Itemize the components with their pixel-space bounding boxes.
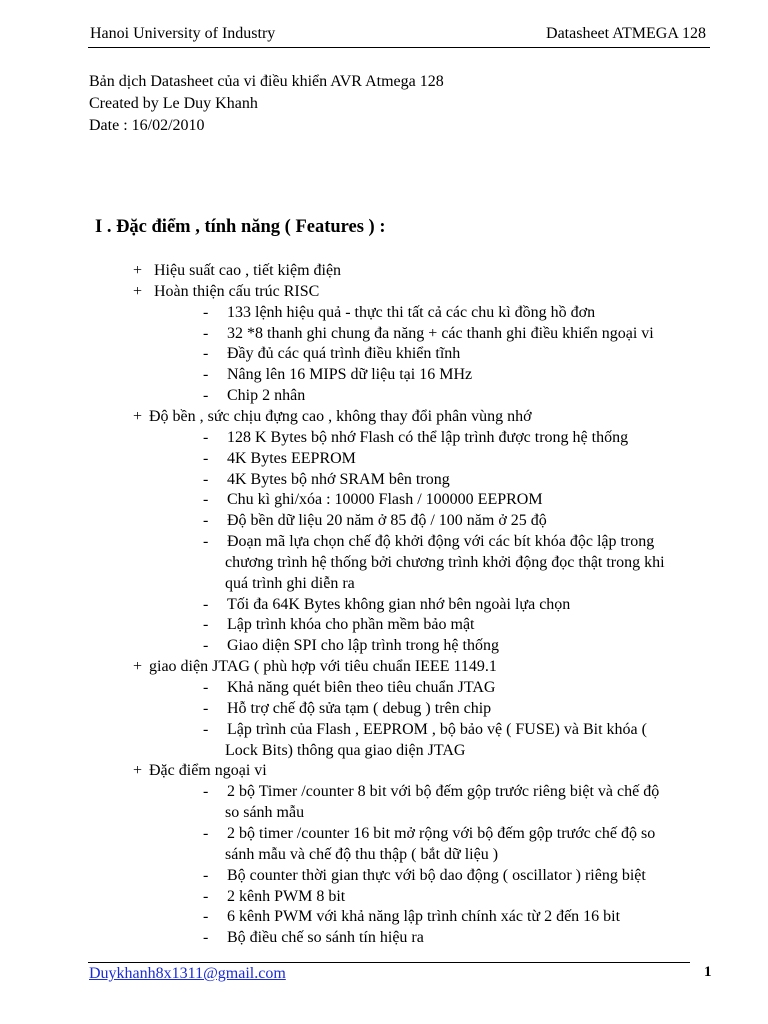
list-item: Đặc điểm ngoại vi <box>149 762 267 779</box>
list-bullet-dash: - <box>203 867 209 884</box>
list-bullet-dash: - <box>203 700 209 717</box>
list-item: Hoàn thiện cấu trúc RISC <box>154 283 320 300</box>
list-bullet-dash: - <box>203 533 209 550</box>
list-bullet-dash: - <box>203 325 209 342</box>
list-bullet-dash: - <box>203 596 209 613</box>
list-bullet-dash: - <box>203 345 209 362</box>
page-number: 1 <box>704 964 712 980</box>
list-item-continuation: sánh mẫu và chế độ thu thập ( bắt dữ liệu ) <box>225 846 499 863</box>
list-bullet-plus: + <box>133 762 143 779</box>
list-bullet-dash: - <box>203 908 209 925</box>
list-bullet-plus: + <box>133 283 143 300</box>
list-item: Chip 2 nhân <box>227 387 306 404</box>
list-item: 2 kênh PWM 8 bit <box>227 888 346 905</box>
list-item: 6 kênh PWM với khả năng lập trình chính xác từ 2 đến 16 bit <box>227 908 621 925</box>
list-bullet-plus: + <box>133 262 143 279</box>
meta-date: Date : 16/02/2010 <box>89 117 205 134</box>
list-item-continuation: so sánh mẫu <box>225 804 305 821</box>
list-bullet-dash: - <box>203 929 209 946</box>
list-item: 32 *8 thanh ghi chung đa năng + các thanh ghi điều khiển ngoại vi <box>227 325 654 342</box>
list-bullet-dash: - <box>203 888 209 905</box>
page-header <box>88 23 710 48</box>
list-item: Hiệu suất cao , tiết kiệm điện <box>154 262 342 279</box>
meta-author: Created by Le Duy Khanh <box>89 95 258 112</box>
list-item: Lập trình của Flash , EEPROM , bộ bảo vệ ( FUSE) và Bit khóa ( <box>227 721 647 738</box>
list-item: Lập trình khóa cho phần mềm bảo mật <box>227 616 475 633</box>
header-institution: Hanoi University of Industry <box>90 25 276 42</box>
list-bullet-dash: - <box>203 721 209 738</box>
list-item: Độ bền dữ liệu 20 năm ở 85 độ / 100 năm ở 25 độ <box>227 512 547 529</box>
list-item-continuation: Lock Bits) thông qua giao diện JTAG <box>225 742 466 759</box>
list-bullet-dash: - <box>203 429 209 446</box>
list-item: Đoạn mã lựa chọn chế độ khởi động với các bít khóa độc lập trong <box>227 533 655 550</box>
list-item: Bộ điều chế so sánh tín hiệu ra <box>227 929 424 946</box>
list-item: 2 bộ timer /counter 16 bit mở rộng với bộ đếm gộp trước chế độ so <box>227 825 656 842</box>
list-bullet-dash: - <box>203 366 209 383</box>
list-bullet-dash: - <box>203 616 209 633</box>
list-bullet-plus: + <box>133 658 143 675</box>
list-item: Giao diện SPI cho lập trình trong hệ thống <box>227 637 499 654</box>
list-item: Đầy đủ các quá trình điều khiển tĩnh <box>227 345 461 362</box>
list-item: Chu kì ghi/xóa : 10000 Flash / 100000 EEPROM <box>227 491 543 508</box>
list-item-continuation: chương trình hệ thống bởi chương trình khởi động đọc thật trong khi <box>225 554 665 571</box>
header-doc-title: Datasheet ATMEGA 128 <box>546 25 706 42</box>
list-bullet-dash: - <box>203 387 209 404</box>
list-item: 133 lệnh hiệu quả - thực thi tất cả các chu kì đồng hồ đơn <box>227 304 596 321</box>
list-bullet-dash: - <box>203 471 209 488</box>
list-bullet-plus: + <box>133 408 143 425</box>
list-bullet-dash: - <box>203 304 209 321</box>
list-item: Độ bền , sức chịu đựng cao , không thay đổi phân vùng nhớ <box>149 408 532 425</box>
list-item: 2 bộ Timer /counter 8 bit với bộ đếm gộp trước riêng biệt và chế độ <box>227 783 660 800</box>
footer-divider <box>88 962 690 963</box>
list-item: Bộ counter thời gian thực với bộ dao động ( oscillator ) riêng biệt <box>227 867 646 884</box>
list-item: 4K Bytes EEPROM <box>227 450 356 467</box>
list-bullet-dash: - <box>203 679 209 696</box>
list-item: Khả năng quét biên theo tiêu chuẩn JTAG <box>227 679 496 696</box>
list-item: 4K Bytes bộ nhớ SRAM bên trong <box>227 471 450 488</box>
author-email-link[interactable]: Duykhanh8x1311@gmail.com <box>89 965 286 982</box>
list-item-continuation: quá trình ghi diễn ra <box>225 575 355 592</box>
list-item: Hỗ trợ chế độ sửa tạm ( debug ) trên chip <box>227 700 492 717</box>
list-bullet-dash: - <box>203 825 209 842</box>
section-title: I . Đặc điểm , tính năng ( Features ) : <box>95 217 386 237</box>
list-item: 128 K Bytes bộ nhớ Flash có thể lập trình được trong hệ thống <box>227 429 629 446</box>
list-bullet-dash: - <box>203 783 209 800</box>
list-item: Tối đa 64K Bytes không gian nhớ bên ngoài lựa chọn <box>227 596 571 613</box>
list-item: giao diện JTAG ( phù hợp với tiêu chuẩn IEEE 1149.1 <box>149 658 497 675</box>
list-bullet-dash: - <box>203 450 209 467</box>
meta-title: Bản dịch Datasheet của vi điều khiển AVR Atmega 128 <box>89 73 444 90</box>
list-bullet-dash: - <box>203 491 209 508</box>
list-bullet-dash: - <box>203 512 209 529</box>
list-item: Nâng lên 16 MIPS dữ liệu tại 16 MHz <box>227 366 473 383</box>
document-meta <box>89 71 444 137</box>
list-bullet-dash: - <box>203 637 209 654</box>
